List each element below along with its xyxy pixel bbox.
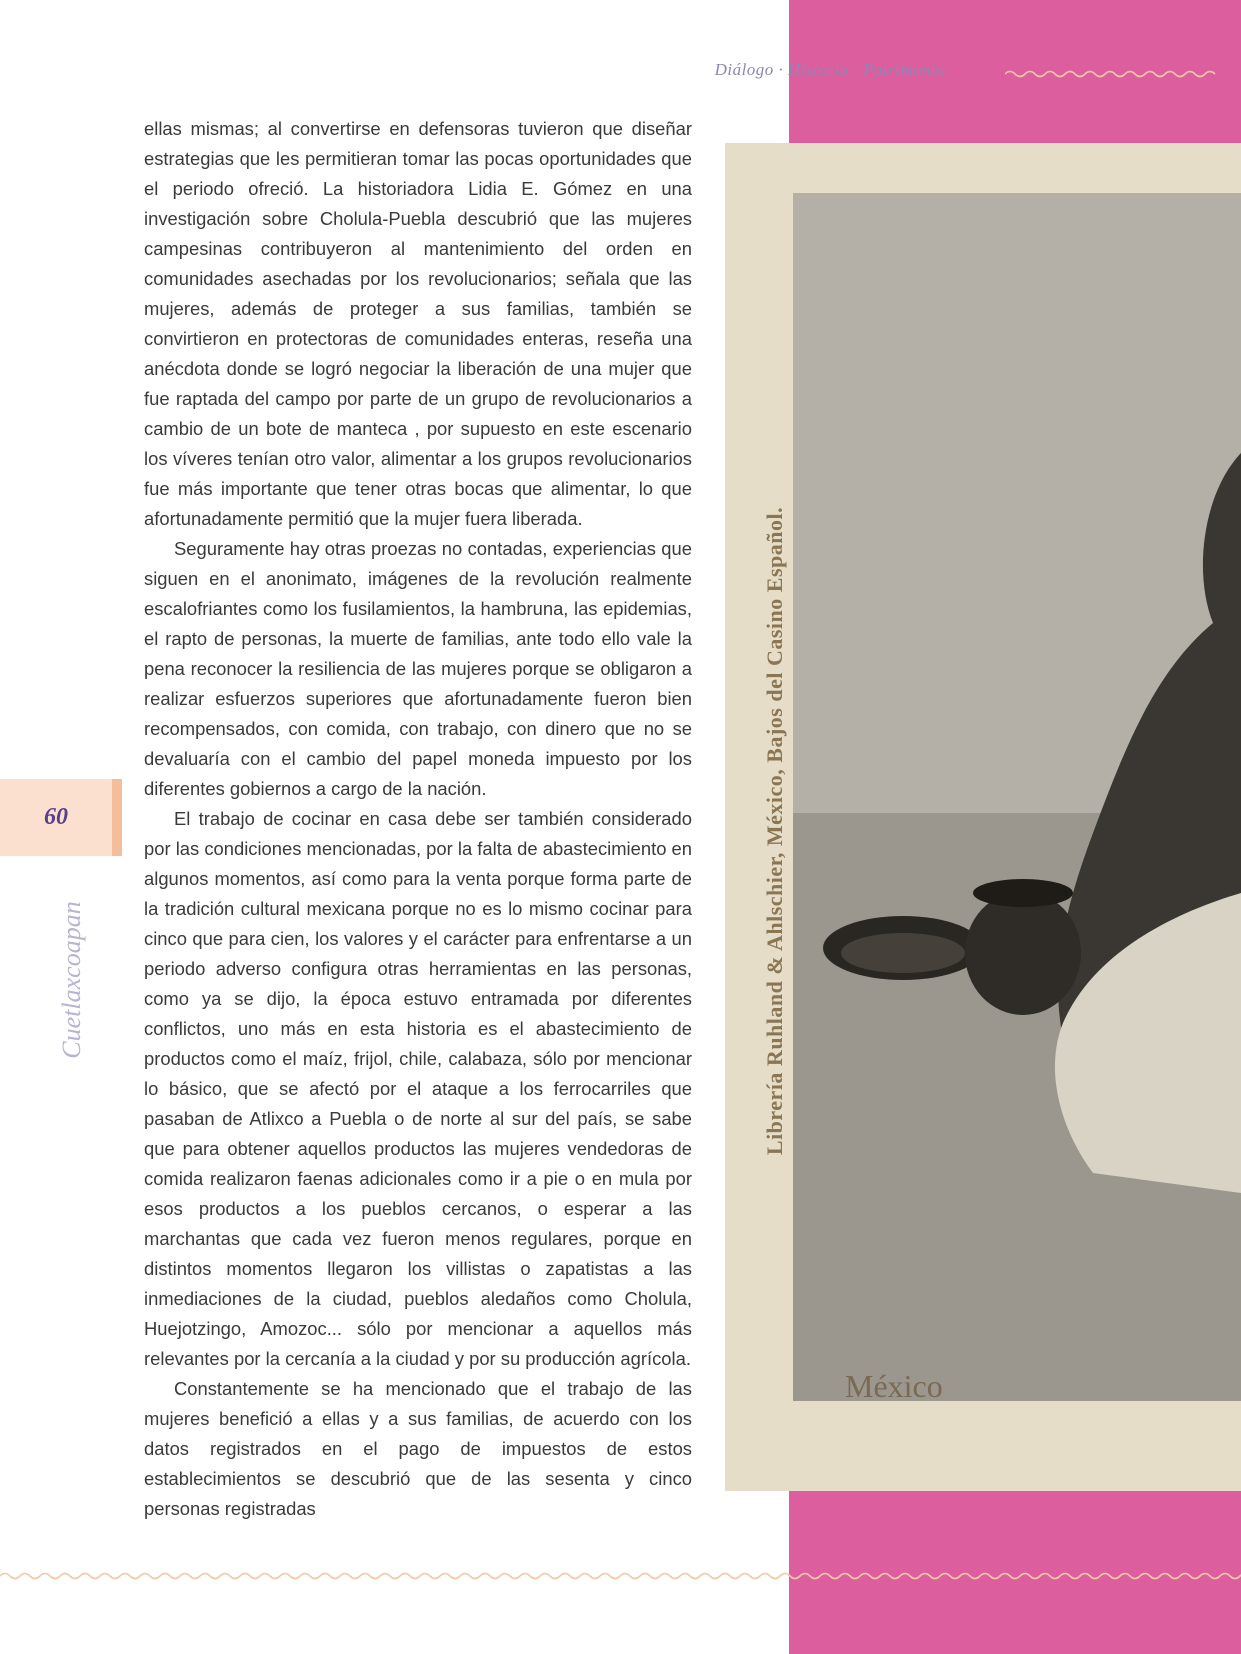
page-tab-accent-bar — [112, 779, 122, 856]
article-body — [144, 114, 692, 1524]
photo-caption: México — [845, 1368, 943, 1404]
body-paragraph: Seguramente hay otras proezas no contadas, experiencias que siguen en el anonimato, imágenes de la revolución realmente escalofriantes como los fusilamientos, la hambruna, las epidemias, el rapto de personas, la muerte de familias, ante todo ello vale la pena reconocer la resiliencia de las mujeres porque se obligaron a realizar esfuerzos superiores que afortunadamente fueron bien recompensados, con comida, con trabajo, con dinero que no se devaluaría con el cambio del papel moneda impuesto por los diferentes gobiernos a cargo de la nación. — [144, 538, 692, 799]
publication-side-title: Cuetlaxcoapan — [57, 901, 86, 1059]
photo-image-area — [793, 193, 1241, 1401]
header-wave-ornament — [1005, 68, 1220, 80]
photo-scene-illustration — [793, 193, 1241, 1401]
body-paragraph: ellas mismas; al convertirse en defensoras tuvieron que diseñar estrategias que les permitieran tomar las pocas oportunidades que el periodo ofreció. La historiadora Lidia E. Gómez en una investigación sobre Cholula-Puebla descubrió que las mujeres campesinas contribuyeron al mantenimiento del orden en comunidades asechadas por los revolucionarios; señala que las mujeres, además de proteger a sus familias, también se convirtieron en protectoras de comunidades enteras, reseña una anécdota donde se logró negociar la liberación de una mujer que fue raptada del campo por parte de un grupo de revolucionarios a cambio de un bote de manteca , por supuesto en este escenario los víveres tenían otro valor, alimentar a los grupos revolucionarios fue más importante que tener otras bocas que alimentar, lo que afortunadamente permitió que la mujer fuera liberada. — [144, 118, 692, 529]
body-paragraph: Constantemente se ha mencionado que el trabajo de las mujeres benefició a ellas y a sus familias, de acuerdo con los datos registrados en el pago de impuestos de estos establecimientos se descubrió que de las sesenta y cinco personas registradas — [144, 1378, 692, 1519]
page-number: 60 — [44, 804, 68, 830]
historic-photograph — [725, 143, 1241, 1491]
footer-wave-ornament — [0, 1570, 1241, 1582]
body-paragraph: El trabajo de cocinar en casa debe ser también considerado por las condiciones mencionadas, por la falta de abastecimiento en algunos momentos, así como para la venta porque forma parte de la tradición cultural mexicana porque no es lo mismo cocinar para cinco que para cien, los valores y el carácter para enfrentarse a un periodo adverso configura otras herramientas en las personas, como ya se dijo, la época estuvo entramada por diferentes conflictos, uno más en esta historia es el abastecimiento de productos como el maíz, frijol, chile, calabaza, sólo por mencionar lo básico, que se afectó por el ataque a los ferrocarriles que pasaban de Atlixco a Puebla o de norte al sur del país, se sabe que para obtener aquellos productos las mujeres vendedoras de comida realizaron faenas adicionales como ir a pie o en mula por esos productos a los pueblos cercanos, o esperar a las marchantas que cada vez fueron menos regulares, porque en distintos momentos llegaron los villistas o zapatistas a las inmediaciones de la ciudad, pueblos aledaños como Cholula, Huejotzingo, Amozoc... sólo por mencionar a aquellos más relevantes por la cercanía a la ciudad y por su producción agrícola. — [144, 808, 692, 1369]
photo-publisher-imprint: Librería Ruhland & Ahlschier, México, Bajos del Casino Español. — [762, 506, 787, 1156]
running-header: Diálogo · Historia · Patrimonio — [714, 60, 946, 79]
